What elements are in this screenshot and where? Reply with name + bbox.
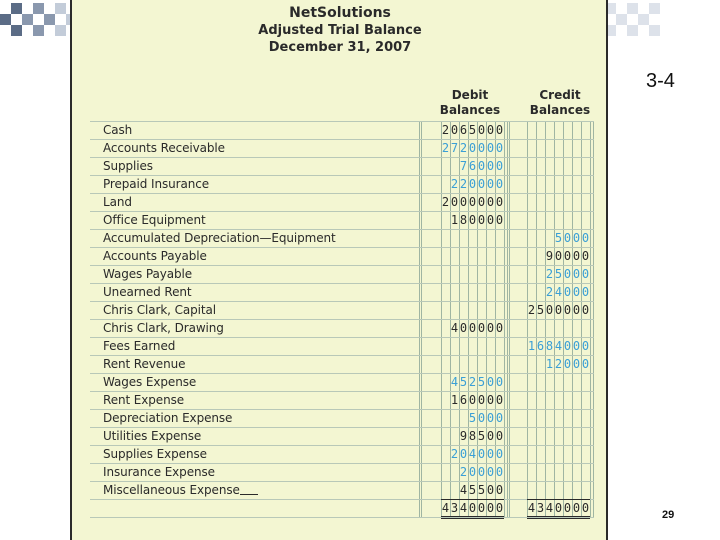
amount-digit: 0 (459, 447, 468, 461)
report-title: Adjusted Trial Balance (258, 23, 422, 38)
amount-digit: 6 (536, 339, 545, 353)
account-name: Insurance Expense (103, 465, 215, 479)
debit-amount (441, 428, 504, 444)
amount-digit: 0 (495, 483, 504, 497)
amount-digit: 4 (459, 501, 468, 515)
checker-square (627, 25, 638, 36)
table-row (90, 211, 594, 229)
amount-digit: 0 (468, 177, 477, 191)
amount-digit: 5 (468, 411, 477, 425)
debit-amount (441, 122, 504, 138)
account-name: Cash (103, 123, 133, 137)
amount-digit: 0 (495, 447, 504, 461)
credit-amount (527, 302, 590, 318)
amount-digit: 4 (459, 483, 468, 497)
account-name: Rent Revenue (103, 357, 186, 371)
amount-digit: 5 (536, 303, 545, 317)
amount-digit: 5 (554, 231, 563, 245)
amount-digit: 0 (486, 393, 495, 407)
amount-digit: 0 (554, 303, 563, 317)
account-name: Fees Earned (103, 339, 176, 353)
table-row (90, 157, 594, 175)
account-name: Miscellaneous Expense (103, 483, 240, 497)
amount-digit: 0 (477, 501, 486, 515)
debit-amount (441, 374, 504, 390)
slide-label: 3-4 (646, 70, 675, 92)
credit-amount (527, 338, 590, 354)
amount-digit: 8 (459, 213, 468, 227)
amount-digit: 0 (468, 213, 477, 227)
table-row (90, 265, 594, 283)
amount-digit: 0 (495, 159, 504, 173)
amount-digit: 0 (486, 213, 495, 227)
account-name: Chris Clark, Capital (103, 303, 216, 317)
amount-digit: 0 (477, 141, 486, 155)
amount-digit: 0 (486, 501, 495, 515)
amount-digit: 4 (441, 501, 450, 515)
table-row (90, 175, 594, 193)
debit-amount (441, 446, 504, 462)
amount-digit: 0 (563, 285, 572, 299)
amount-digit: 0 (572, 285, 581, 299)
amount-digit: 0 (486, 195, 495, 209)
amount-digit: 2 (554, 357, 563, 371)
table-row (90, 301, 594, 319)
total-rule (441, 499, 504, 500)
table-rule-horizontal (90, 517, 594, 518)
credit-amount (527, 356, 590, 372)
amount-digit: 0 (477, 465, 486, 479)
checker-square (33, 25, 44, 36)
amount-digit: 0 (477, 177, 486, 191)
checker-square (649, 25, 660, 36)
total-rule (527, 499, 590, 500)
amount-digit: 0 (581, 303, 590, 317)
amount-digit: 0 (468, 465, 477, 479)
amount-digit: 0 (495, 393, 504, 407)
amount-digit: 2 (545, 267, 554, 281)
amount-digit: 0 (486, 123, 495, 137)
amount-digit: 0 (477, 393, 486, 407)
report-heading (72, 5, 608, 56)
amount-digit: 1 (450, 213, 459, 227)
amount-digit: 7 (459, 159, 468, 173)
amount-digit: 0 (572, 303, 581, 317)
amount-digit: 0 (563, 249, 572, 263)
account-name: Unearned Rent (103, 285, 192, 299)
amount-digit: 1 (545, 357, 554, 371)
amount-digit: 0 (486, 141, 495, 155)
amount-digit: 0 (495, 465, 504, 479)
table-row (90, 463, 594, 481)
credit-amount (527, 284, 590, 300)
amount-digit: 6 (459, 123, 468, 137)
amount-digit: 2 (468, 375, 477, 389)
amount-digit: 0 (459, 195, 468, 209)
amount-digit: 3 (450, 501, 459, 515)
amount-digit: 0 (581, 339, 590, 353)
credit-total (527, 500, 590, 516)
checker-square (616, 14, 627, 25)
checker-square (33, 3, 44, 14)
amount-digit: 5 (468, 483, 477, 497)
amount-digit: 4 (554, 285, 563, 299)
debit-amount (441, 140, 504, 156)
amount-digit: 0 (581, 249, 590, 263)
amount-digit: 0 (581, 285, 590, 299)
amount-digit: 0 (554, 501, 563, 515)
amount-digit: 0 (477, 411, 486, 425)
amount-digit: 2 (545, 285, 554, 299)
checker-square (649, 3, 660, 14)
amount-digit: 0 (563, 303, 572, 317)
checker-square (627, 3, 638, 14)
amount-digit: 0 (459, 321, 468, 335)
debit-total (441, 500, 504, 516)
amount-digit: 0 (581, 357, 590, 371)
account-name: Accounts Receivable (103, 141, 225, 155)
amount-digit: 0 (572, 267, 581, 281)
table-row (90, 121, 594, 139)
credit-header-line1: Credit (539, 88, 581, 102)
amount-digit: 0 (495, 213, 504, 227)
amount-digit: 0 (495, 411, 504, 425)
amount-digit: 4 (450, 375, 459, 389)
amount-digit: 0 (563, 501, 572, 515)
table-row (90, 409, 594, 427)
table-row (90, 283, 594, 301)
table-row (90, 427, 594, 445)
credit-column-header (515, 88, 605, 118)
amount-digit: 2 (527, 303, 536, 317)
table-row (90, 391, 594, 409)
checker-square (638, 14, 649, 25)
amount-digit: 5 (477, 483, 486, 497)
amount-digit: 0 (477, 123, 486, 137)
debit-amount (441, 482, 504, 498)
amount-digit: 5 (468, 123, 477, 137)
amount-digit: 0 (486, 429, 495, 443)
table-row (90, 193, 594, 211)
amount-digit: 0 (495, 195, 504, 209)
amount-digit: 0 (572, 501, 581, 515)
amount-digit: 0 (495, 501, 504, 515)
table-row (90, 337, 594, 355)
amount-digit: 5 (554, 267, 563, 281)
checker-square (11, 25, 22, 36)
account-name: Wages Expense (103, 375, 197, 389)
checker-square (55, 3, 66, 14)
amount-digit: 0 (450, 195, 459, 209)
amount-digit: 0 (572, 339, 581, 353)
credit-amount (527, 266, 590, 282)
amount-digit: 0 (495, 123, 504, 137)
amount-digit: 2 (450, 447, 459, 461)
totals-row (90, 499, 594, 517)
trial-balance-table (90, 121, 594, 518)
amount-digit: 0 (495, 429, 504, 443)
amount-digit: 6 (468, 159, 477, 173)
amount-digit: 0 (581, 501, 590, 515)
total-rule (527, 516, 590, 517)
account-name: Depreciation Expense (103, 411, 233, 425)
debit-header-line1: Debit (451, 88, 489, 102)
amount-digit: 0 (572, 249, 581, 263)
account-name: Prepaid Insurance (103, 177, 209, 191)
amount-digit: 0 (495, 177, 504, 191)
amount-digit: 7 (450, 141, 459, 155)
amount-digit: 0 (486, 465, 495, 479)
amount-digit: 2 (441, 195, 450, 209)
amount-digit: 0 (495, 141, 504, 155)
amount-digit: 0 (468, 141, 477, 155)
debit-amount (441, 158, 504, 174)
debit-amount (441, 320, 504, 336)
amount-digit: 0 (486, 177, 495, 191)
table-row (90, 247, 594, 265)
amount-digit: 2 (441, 141, 450, 155)
credit-amount (527, 230, 590, 246)
amount-digit: 0 (554, 249, 563, 263)
table-row (90, 229, 594, 247)
amount-digit: 2 (450, 177, 459, 191)
amount-digit: 0 (581, 231, 590, 245)
amount-digit: 5 (459, 375, 468, 389)
amount-digit: 0 (486, 375, 495, 389)
amount-digit: 2 (441, 123, 450, 137)
amount-digit: 0 (468, 195, 477, 209)
account-name: Accumulated Depreciation—Equipment (103, 231, 336, 245)
account-name: Office Equipment (103, 213, 206, 227)
amount-digit: 0 (477, 213, 486, 227)
debit-header-line2: Balances (439, 103, 501, 117)
amount-digit: 0 (563, 267, 572, 281)
amount-digit: 4 (554, 339, 563, 353)
amount-digit: 0 (468, 393, 477, 407)
amount-digit: 0 (545, 303, 554, 317)
table-row (90, 373, 594, 391)
credit-amount (527, 248, 590, 264)
table-row (90, 139, 594, 157)
amount-digit: 0 (572, 231, 581, 245)
table-row (90, 481, 594, 499)
total-rule (527, 518, 590, 519)
checker-square (22, 14, 33, 25)
account-name: Chris Clark, Drawing (103, 321, 224, 335)
amount-digit: 2 (459, 465, 468, 479)
debit-amount (441, 464, 504, 480)
amount-digit: 0 (450, 123, 459, 137)
checker-square (11, 3, 22, 14)
debit-amount (441, 176, 504, 192)
checker-square (44, 14, 55, 25)
credit-header-line2: Balances (529, 103, 591, 117)
amount-digit: 0 (563, 357, 572, 371)
account-name: Rent Expense (103, 393, 185, 407)
amount-digit: 2 (459, 177, 468, 191)
amount-digit: 4 (450, 321, 459, 335)
table-row (90, 319, 594, 337)
checker-square (55, 25, 66, 36)
amount-digit: 9 (459, 429, 468, 443)
account-name: Wages Payable (103, 267, 193, 281)
amount-digit: 9 (545, 249, 554, 263)
amount-digit: 0 (486, 321, 495, 335)
amount-digit: 0 (477, 195, 486, 209)
amount-digit: 3 (536, 501, 545, 515)
debit-amount (441, 410, 504, 426)
account-name: Utilities Expense (103, 429, 202, 443)
account-name: Supplies Expense (103, 447, 207, 461)
amount-digit: 0 (477, 321, 486, 335)
amount-digit: 0 (477, 159, 486, 173)
amount-digit: 2 (459, 141, 468, 155)
debit-column-header (430, 88, 510, 118)
amount-digit: 1 (450, 393, 459, 407)
amount-digit: 4 (468, 447, 477, 461)
account-name: Supplies (103, 159, 153, 173)
amount-digit: 0 (477, 447, 486, 461)
amount-digit: 0 (486, 159, 495, 173)
total-rule (441, 516, 504, 517)
amount-digit: 0 (495, 375, 504, 389)
debit-amount (441, 194, 504, 210)
amount-digit: 0 (486, 411, 495, 425)
total-rule (441, 518, 504, 519)
checker-square (0, 14, 11, 25)
amount-digit: 6 (459, 393, 468, 407)
amount-digit: 5 (477, 429, 486, 443)
amount-digit: 0 (486, 447, 495, 461)
page-number: 29 (662, 509, 675, 521)
amount-digit: 0 (495, 321, 504, 335)
trial-balance-sheet (70, 0, 608, 540)
amount-digit: 5 (477, 375, 486, 389)
table-row (90, 355, 594, 373)
account-name: Accounts Payable (103, 249, 207, 263)
amount-digit: 4 (527, 501, 536, 515)
table-row (90, 445, 594, 463)
report-date: December 31, 2007 (268, 40, 412, 55)
amount-digit: 0 (468, 321, 477, 335)
amount-digit: 0 (486, 483, 495, 497)
amount-digit: 0 (563, 231, 572, 245)
amount-digit: 0 (468, 501, 477, 515)
amount-digit: 1 (527, 339, 536, 353)
account-name: Land (103, 195, 132, 209)
amount-digit: 0 (581, 267, 590, 281)
debit-amount (441, 212, 504, 228)
amount-digit: 8 (468, 429, 477, 443)
debit-amount (441, 392, 504, 408)
amount-digit: 0 (572, 357, 581, 371)
amount-digit: 0 (563, 339, 572, 353)
amount-digit: 8 (545, 339, 554, 353)
company-name: NetSolutions (289, 5, 391, 21)
amount-digit: 4 (545, 501, 554, 515)
